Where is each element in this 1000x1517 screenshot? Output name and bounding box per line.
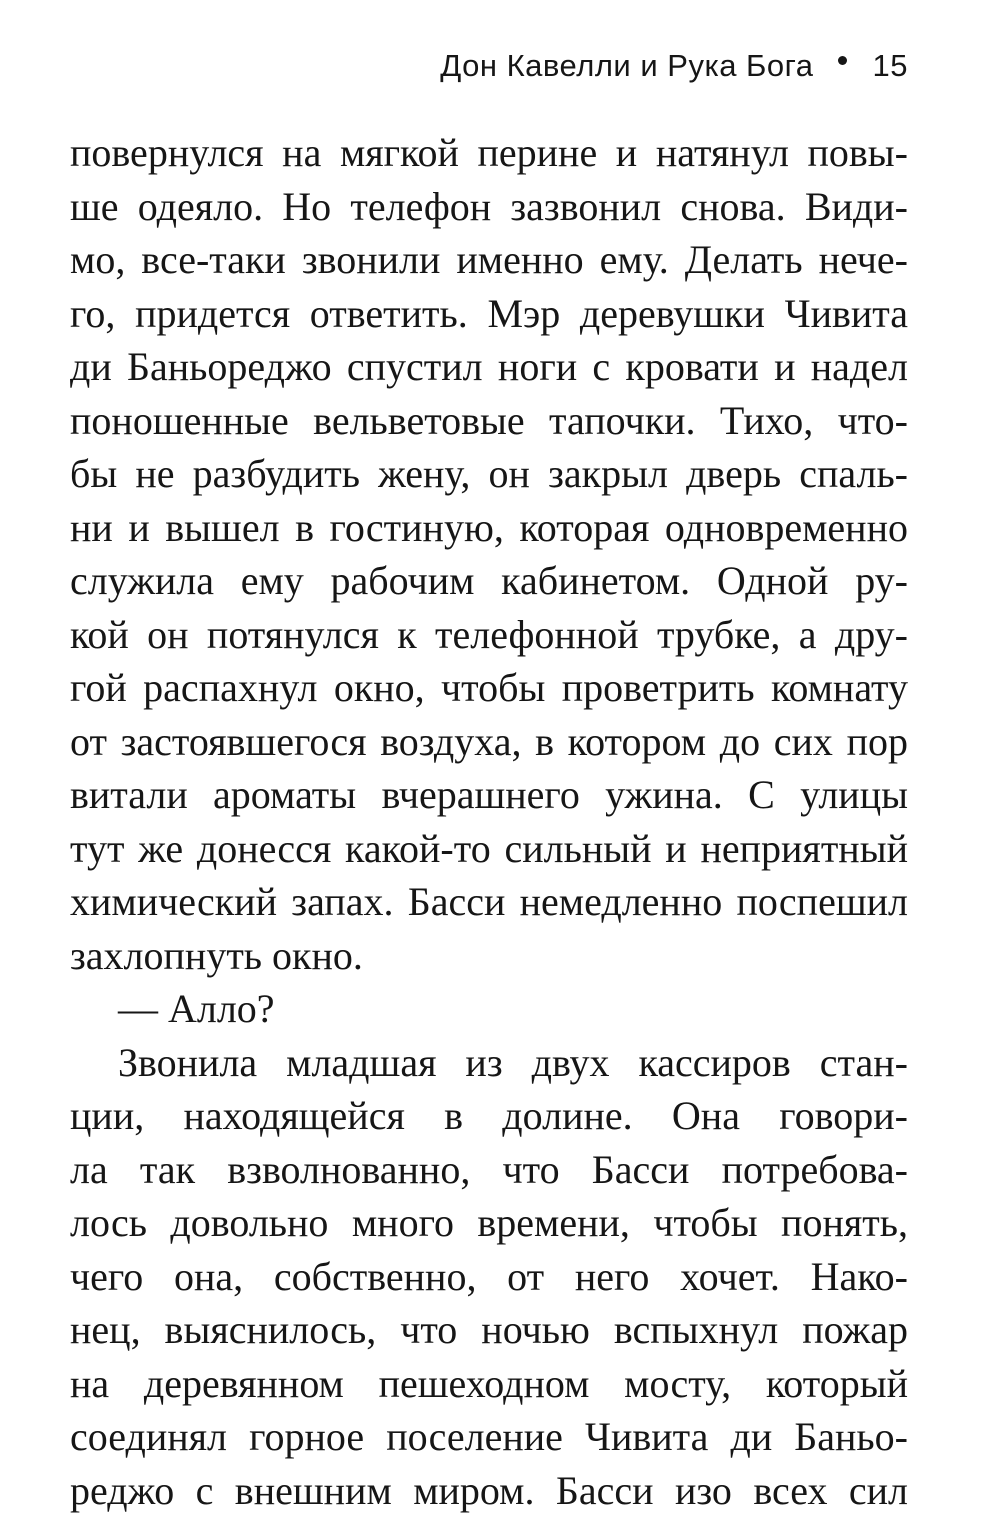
text-line: повернулся на мягкой перине и натянул повы- — [70, 126, 908, 180]
text-line: ди Баньореджо спустил ноги с кровати и надел — [70, 340, 908, 394]
dialogue-line: — Алло? — [70, 982, 908, 1036]
book-title: Дон Кавелли и Рука Бога — [440, 48, 813, 84]
text-line: тут же донесся какой-то сильный и неприятный — [70, 822, 908, 876]
text-line: бы не разбудить жену, он закрыл дверь спаль- — [70, 447, 908, 501]
text-line: гой распахнул окно, чтобы проветрить комнату — [70, 661, 908, 715]
text-line: нец, выяснилось, что ночью вспыхнул пожар — [70, 1303, 908, 1357]
text-line: соединял горное поселение Чивита ди Баньо- — [70, 1410, 908, 1464]
text-line: химический запах. Басси немедленно поспешил — [70, 875, 908, 929]
text-line: го, придется ответить. Мэр деревушки Чивита — [70, 287, 908, 341]
text-line: мо, все-таки звонили именно ему. Делать нече- — [70, 233, 908, 287]
text-line: поношенные вельветовые тапочки. Тихо, что- — [70, 394, 908, 448]
text-line: ни и вышел в гостиную, которая одновременно — [70, 501, 908, 555]
text-line: чего она, собственно, от него хочет. Нако- — [70, 1250, 908, 1304]
text-line: лось довольно много времени, чтобы понять, — [70, 1196, 908, 1250]
text-line: реджо с внешним миром. Басси изо всех сил — [70, 1464, 908, 1517]
bullet-separator-icon — [838, 56, 847, 65]
page-number: 15 — [873, 48, 908, 84]
text-line: ше одеяло. Но телефон зазвонил снова. Види- — [70, 180, 908, 234]
text-line: Звонила младшая из двух кассиров стан- — [70, 1036, 908, 1090]
text-line: захлопнуть окно. — [70, 929, 908, 983]
text-line: витали ароматы вчерашнего ужина. С улицы — [70, 768, 908, 822]
text-line: ла так взволнованно, что Басси потребова- — [70, 1143, 908, 1197]
text-line: на деревянном пешеходном мосту, который — [70, 1357, 908, 1411]
text-line: кой он потянулся к телефонной трубке, а дру- — [70, 608, 908, 662]
text-line: от застоявшегося воздуха, в котором до сих пор — [70, 715, 908, 769]
text-line: ции, находящейся в долине. Она говори- — [70, 1089, 908, 1143]
running-header — [440, 48, 908, 84]
body-text — [70, 126, 908, 1517]
text-line: служила ему рабочим кабинетом. Одной ру- — [70, 554, 908, 608]
